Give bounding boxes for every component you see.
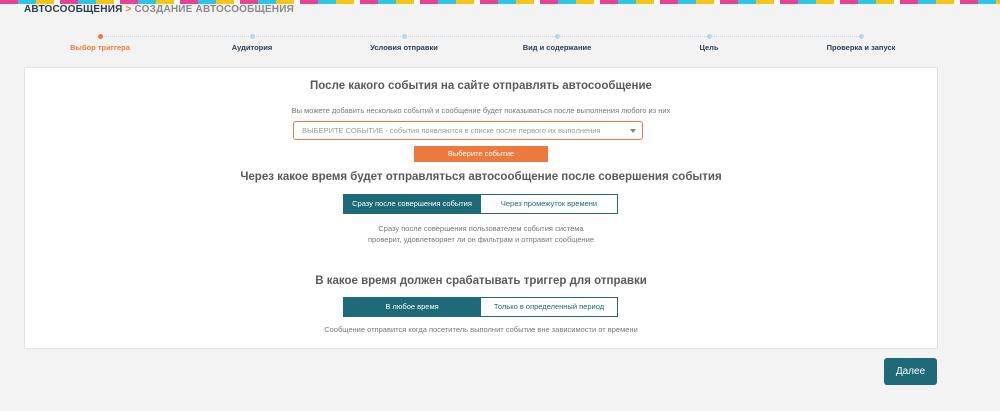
step-dot-icon [402,34,407,39]
step-view-content[interactable] [487,30,627,52]
step-audience[interactable] [182,30,322,52]
step-send-conditions[interactable] [334,30,474,52]
step-dot-icon [707,34,712,39]
delay-option-interval[interactable]: Через промежуток времени [481,194,618,214]
delay-hint-line2: проверит, удовлетворяет ли он фильтрам и отправит сообщение [367,235,595,244]
event-section-hint: Вы можете добавить несколько событий и сообщение будет показываться после выполнения любого из них [291,106,671,115]
step-dot-icon [555,34,560,39]
step-label: Аудитория [231,43,273,52]
time-option-any[interactable]: В любое время [343,297,481,317]
event-section-title: После какого события на сайте отправлять автосообщение [310,80,652,92]
time-section-title: В какое время должен срабатывать триггер для отправки [315,275,647,287]
delay-hint-line1: Сразу после совершения пользователем события система [378,224,584,233]
step-goal[interactable] [639,30,779,52]
wizard-stepper [0,30,1000,60]
chevron-down-icon [630,129,636,133]
step-label: Вид и содержание [522,43,592,52]
step-trigger[interactable] [30,30,170,52]
step-label: Выбор триггера [70,43,130,52]
breadcrumb [24,4,294,15]
time-hint: Сообщение отправится когда посетитель выполнит событие вне зависимости от времени [324,325,638,334]
delay-toggle [343,194,618,214]
time-toggle [343,297,618,317]
step-dot-icon [98,34,103,39]
event-select-placeholder: ВЫБЕРИТЕ СОБЫТИЕ - события появляются в списке после первого их выполнения [302,126,601,135]
breadcrumb-current: СОЗДАНИЕ АВТОСООБЩЕНИЯ [134,4,294,15]
step-label: Условия отправки [370,43,438,52]
next-button[interactable]: Далее [884,358,937,385]
breadcrumb-parent[interactable]: АВТОСООБЩЕНИЯ [24,4,123,15]
event-error-message: Выберите событие [414,146,548,162]
delay-section-title: Через какое время будет отправляться автосообщение после совершения события [240,171,722,183]
delay-option-immediate[interactable]: Сразу после совершения события [343,194,481,214]
step-label: Цель [699,43,719,52]
step-label: Проверка и запуск [826,43,896,52]
breadcrumb-separator: > [125,4,132,15]
step-dot-icon [859,34,864,39]
step-dot-icon [250,34,255,39]
event-select[interactable] [293,121,643,140]
trigger-settings-card [24,67,938,349]
step-review-launch[interactable] [791,30,931,52]
time-option-period[interactable]: Только в определенный период [481,297,618,317]
